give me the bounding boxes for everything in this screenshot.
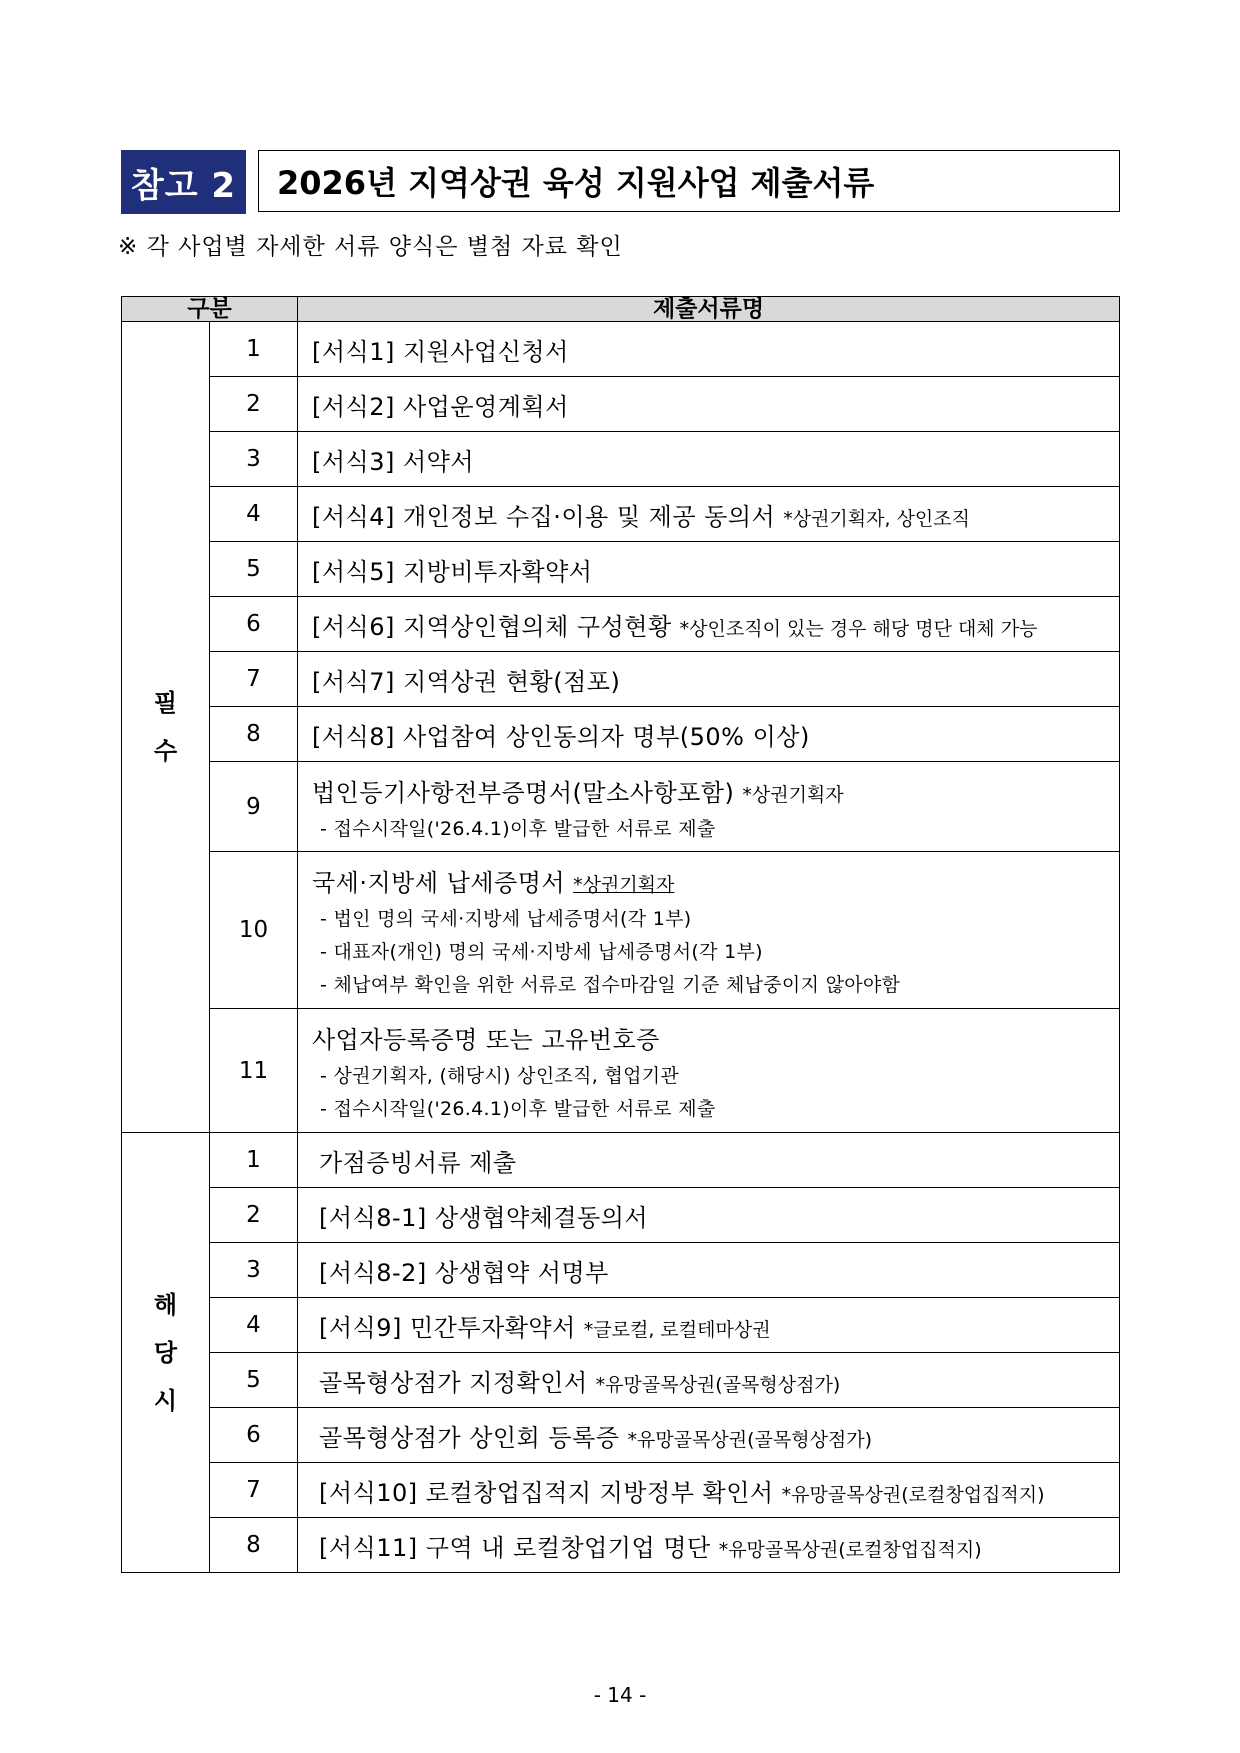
document-cell	[298, 652, 1120, 707]
document-note: *상권기획자, 상인조직	[783, 507, 970, 530]
document-cell	[298, 597, 1120, 652]
table-row	[122, 1133, 1120, 1188]
document-cell	[298, 852, 1120, 1009]
table-row	[122, 1188, 1120, 1243]
table-row	[122, 1009, 1120, 1133]
document-cell	[298, 762, 1120, 852]
row-number: 7	[210, 1463, 298, 1518]
document-subitem: - 법인 명의 국세·지방세 납세증명서(각 1부)	[320, 908, 692, 930]
table-row	[122, 377, 1120, 432]
table-row	[122, 1518, 1120, 1573]
table-row	[122, 1463, 1120, 1518]
document-name: 사업자등록증명 또는 고유번호증	[312, 1026, 660, 1054]
row-number: 7	[210, 652, 298, 707]
reference-note: ※ 각 사업별 자세한 서류 양식은 별첨 자료 확인	[118, 234, 623, 260]
document-name: [서식8-1] 상생협약체결동의서	[319, 1203, 649, 1232]
group-label: 해 당 시	[122, 1133, 210, 1573]
document-name: 골목형상점가 상인회 등록증	[319, 1423, 620, 1452]
document-name: 골목형상점가 지정확인서	[319, 1368, 588, 1397]
document-name: [서식3] 서약서	[312, 447, 475, 476]
document-subitem: - 접수시작일('26.4.1)이후 발급한 서류로 제출	[320, 817, 716, 840]
document-cell	[298, 542, 1120, 597]
document-note: *유망골목상권(골목형상점가)	[595, 1373, 841, 1396]
document-cell	[298, 1463, 1120, 1518]
row-number: 1	[210, 322, 298, 377]
document-subitem: - 체납여부 확인을 위한 서류로 접수마감일 기준 체납중이지 않아야함	[320, 974, 901, 996]
header-documents: 제출서류명	[298, 297, 1120, 322]
reference-badge: 참고 2	[121, 150, 246, 214]
row-number: 3	[210, 432, 298, 487]
table-row	[122, 852, 1120, 1009]
document-name: [서식2] 사업운영계획서	[312, 392, 569, 421]
table-row	[122, 1298, 1120, 1353]
page-title: 2026년 지역상권 육성 지원사업 제출서류	[258, 150, 1120, 212]
document-name: 국세·지방세 납세증명서	[312, 869, 566, 897]
document-name: 법인등기사항전부증명서(말소사항포함)	[312, 778, 735, 807]
row-number: 5	[210, 542, 298, 597]
documents-table	[121, 296, 1120, 1573]
document-cell	[298, 1408, 1120, 1463]
document-note: *상인조직이 있는 경우 해당 명단 대체 가능	[679, 617, 1038, 640]
group-label: 필 수	[122, 322, 210, 1133]
document-cell	[298, 1188, 1120, 1243]
header-category: 구분	[122, 297, 298, 322]
table-header-row	[122, 297, 1120, 322]
page-number: - 14 -	[593, 1683, 647, 1707]
row-number: 3	[210, 1243, 298, 1298]
document-name: [서식6] 지역상인협의체 구성현황	[312, 612, 672, 641]
document-name: [서식5] 지방비투자확약서	[312, 557, 593, 586]
document-note: *유망골목상권(골목형상점가)	[627, 1428, 873, 1451]
document-cell	[298, 1133, 1120, 1188]
document-subitem: - 접수시작일('26.4.1)이후 발급한 서류로 제출	[320, 1098, 716, 1120]
document-cell	[298, 322, 1120, 377]
row-number: 9	[210, 762, 298, 852]
document-cell	[298, 432, 1120, 487]
row-number: 4	[210, 1298, 298, 1353]
document-note: *상권기획자	[742, 783, 844, 806]
table-row	[122, 707, 1120, 762]
document-subitem: - 대표자(개인) 명의 국세·지방세 납세증명서(각 1부)	[320, 941, 763, 963]
table-row	[122, 597, 1120, 652]
document-cell	[298, 1353, 1120, 1408]
table-body	[122, 322, 1120, 1573]
row-number: 6	[210, 597, 298, 652]
table-row	[122, 487, 1120, 542]
document-cell	[298, 707, 1120, 762]
row-number: 1	[210, 1133, 298, 1188]
document-name: [서식4] 개인정보 수집·이용 및 제공 동의서	[312, 502, 776, 531]
document-name: [서식1] 지원사업신청서	[312, 337, 569, 366]
document-name: [서식7] 지역상권 현황(점포)	[312, 667, 621, 696]
table-row	[122, 1243, 1120, 1298]
row-number: 2	[210, 377, 298, 432]
document-note: *글로컬, 로컬테마상권	[583, 1318, 771, 1341]
table-row	[122, 542, 1120, 597]
row-number: 11	[210, 1009, 298, 1133]
table-row	[122, 322, 1120, 377]
document-name: [서식8] 사업참여 상인동의자 명부(50% 이상)	[312, 722, 810, 751]
table-row	[122, 1353, 1120, 1408]
document-name: [서식9] 민간투자확약서	[319, 1313, 576, 1342]
document-cell	[298, 1298, 1120, 1353]
document-name: [서식10] 로컬창업집적지 지방정부 확인서	[319, 1478, 774, 1507]
title-row	[121, 150, 1121, 214]
row-number: 8	[210, 1518, 298, 1573]
document-note: *유망골목상권(로컬창업집적지)	[718, 1538, 982, 1561]
row-number: 6	[210, 1408, 298, 1463]
document-note: *상권기획자	[573, 874, 675, 896]
document-name: [서식8-2] 상생협약 서명부	[319, 1258, 609, 1287]
row-number: 8	[210, 707, 298, 762]
document-name: 가점증빙서류 제출	[319, 1148, 517, 1177]
document-cell	[298, 377, 1120, 432]
document-cell	[298, 487, 1120, 542]
row-number: 2	[210, 1188, 298, 1243]
table-row	[122, 432, 1120, 487]
document-subitem: - 상권기획자, (해당시) 상인조직, 협업기관	[320, 1065, 680, 1087]
row-number: 5	[210, 1353, 298, 1408]
document-note: *유망골목상권(로컬창업집적지)	[781, 1483, 1045, 1506]
document-cell	[298, 1243, 1120, 1298]
row-number: 4	[210, 487, 298, 542]
table-row	[122, 652, 1120, 707]
document-cell	[298, 1009, 1120, 1133]
table-row	[122, 762, 1120, 852]
row-number: 10	[210, 852, 298, 1009]
table-row	[122, 1408, 1120, 1463]
document-name: [서식11] 구역 내 로컬창업기업 명단	[319, 1533, 711, 1562]
document-cell	[298, 1518, 1120, 1573]
